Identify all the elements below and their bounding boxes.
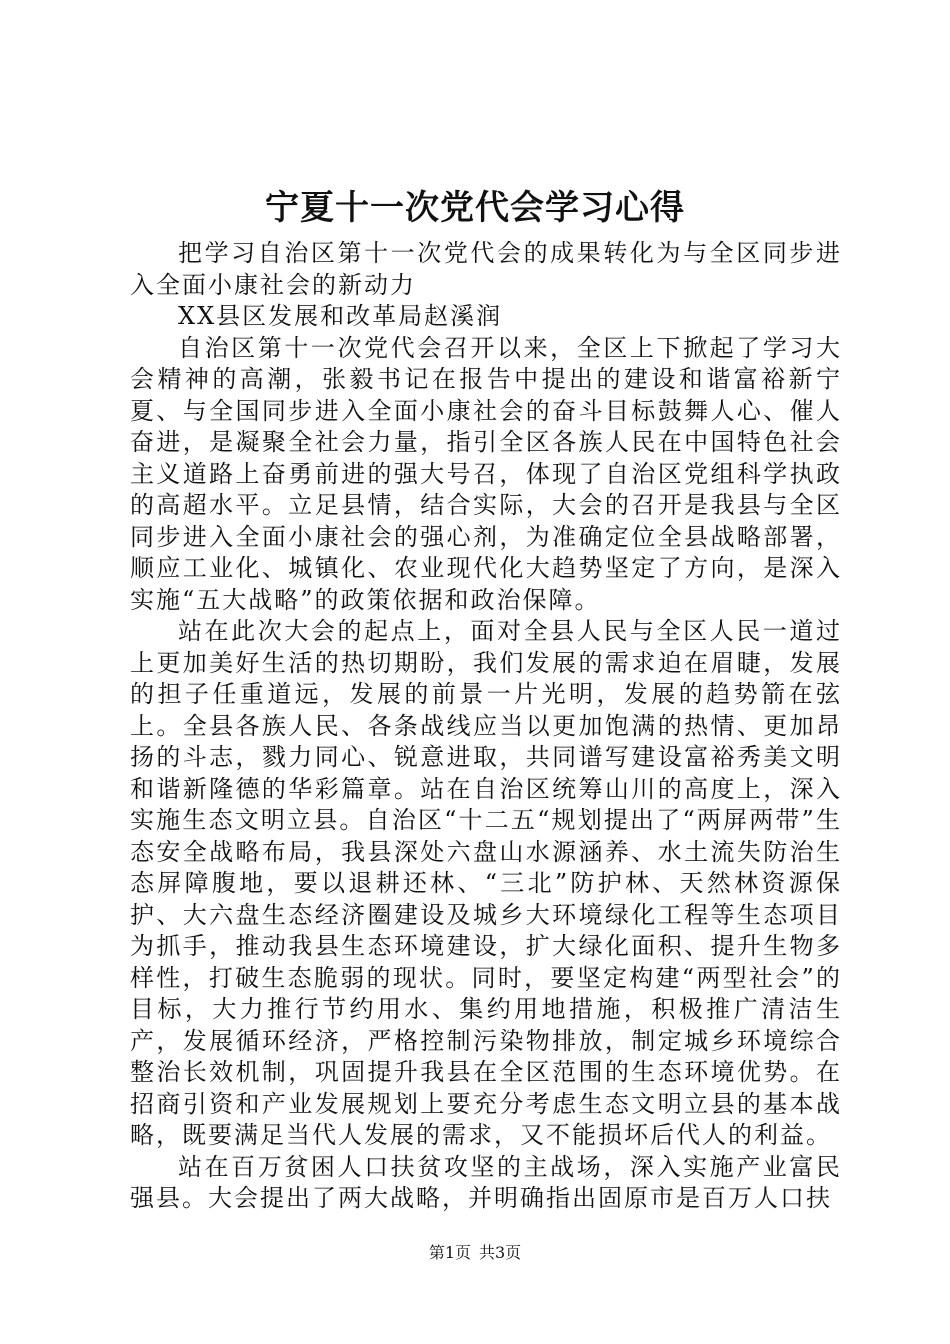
author-line: XX县区发展和改革局赵溪润 [178, 302, 503, 330]
body-paragraph: 站在百万贫困人口扶贫攻坚的主战场，深入实施产业富民强县。大会提出了两大战略，并明确指出固原市是百万人口扶 [130, 1152, 842, 1212]
page-total: 共3页 [479, 1243, 522, 1262]
body-paragraph: 自治区第十一次党代会召开以来，全区上下掀起了学习大会精神的高潮，张毅书记在报告中提出的建设和谐富裕新宁夏、与全国同步进入全面小康社会的奋斗目标鼓舞人心、催人奋进，是凝聚全社会力量，指引全区各族人民在中国特色社会主义道路上奋勇前进的强大号召，体现了自治区党组科学执政的高超水平。立足县情，结合实际，大会的召开是我县与全区同步进入全面小康社会的强心剂，为准确定位全县战略部署，顺应工业化、城镇化、农业现代化大趋势坚定了方向，是深入实施“五大战略”的政策依据和政治保障。 [130, 333, 842, 614]
page-footer [0, 1242, 950, 1264]
body-paragraph: 站在此次大会的起点上，面对全县人民与全区人民一道过上更加美好生活的热切期盼，我们发展的需求迫在眉睫，发展的担子任重道远，发展的前景一片光明，发展的趋势箭在弦上。全县各族人民、各条战线应当以更加饱满的热情、更加昂扬的斗志，戮力同心、锐意进取，共同谱写建设富裕秀美文明和谐新隆德的华彩篇章。站在自治区统筹山川的高度上，深入实施生态文明立县。自治区“十二五“规划提出了“两屏两带”生态安全战略布局，我县深处六盘山水源涵养、水土流失防治生态屏障腹地，要以退耕还林、“三北”防护林、天然林资源保护、大六盘生态经济圈建设及城乡大环境绿化工程等生态项目为抓手，推动我县生态环境建设，扩大绿化面积、提升生物多样性，打破生态脆弱的现状。同时，要坚定构建“两型社会”的目标，大力推行节约用水、集约用地措施，积极推广清洁生产，发展循环经济，严格控制污染物排放，制定城乡环境综合整治长效机制，巩固提升我县在全区范围的生态环境优势。在招商引资和产业发展规划上要充分考虑生态文明立县的基本战略，既要满足当代人发展的需求，又不能损坏后代人的利益。 [130, 617, 842, 1149]
document-body [130, 238, 842, 1215]
subtitle-paragraph: 把学习自治区第十一次党代会的成果转化为与全区同步进入全面小康社会的新动力 [130, 239, 842, 299]
document-title: 宁夏十一次党代会学习心得 [265, 188, 685, 228]
page-number: 第1页 [428, 1243, 471, 1262]
